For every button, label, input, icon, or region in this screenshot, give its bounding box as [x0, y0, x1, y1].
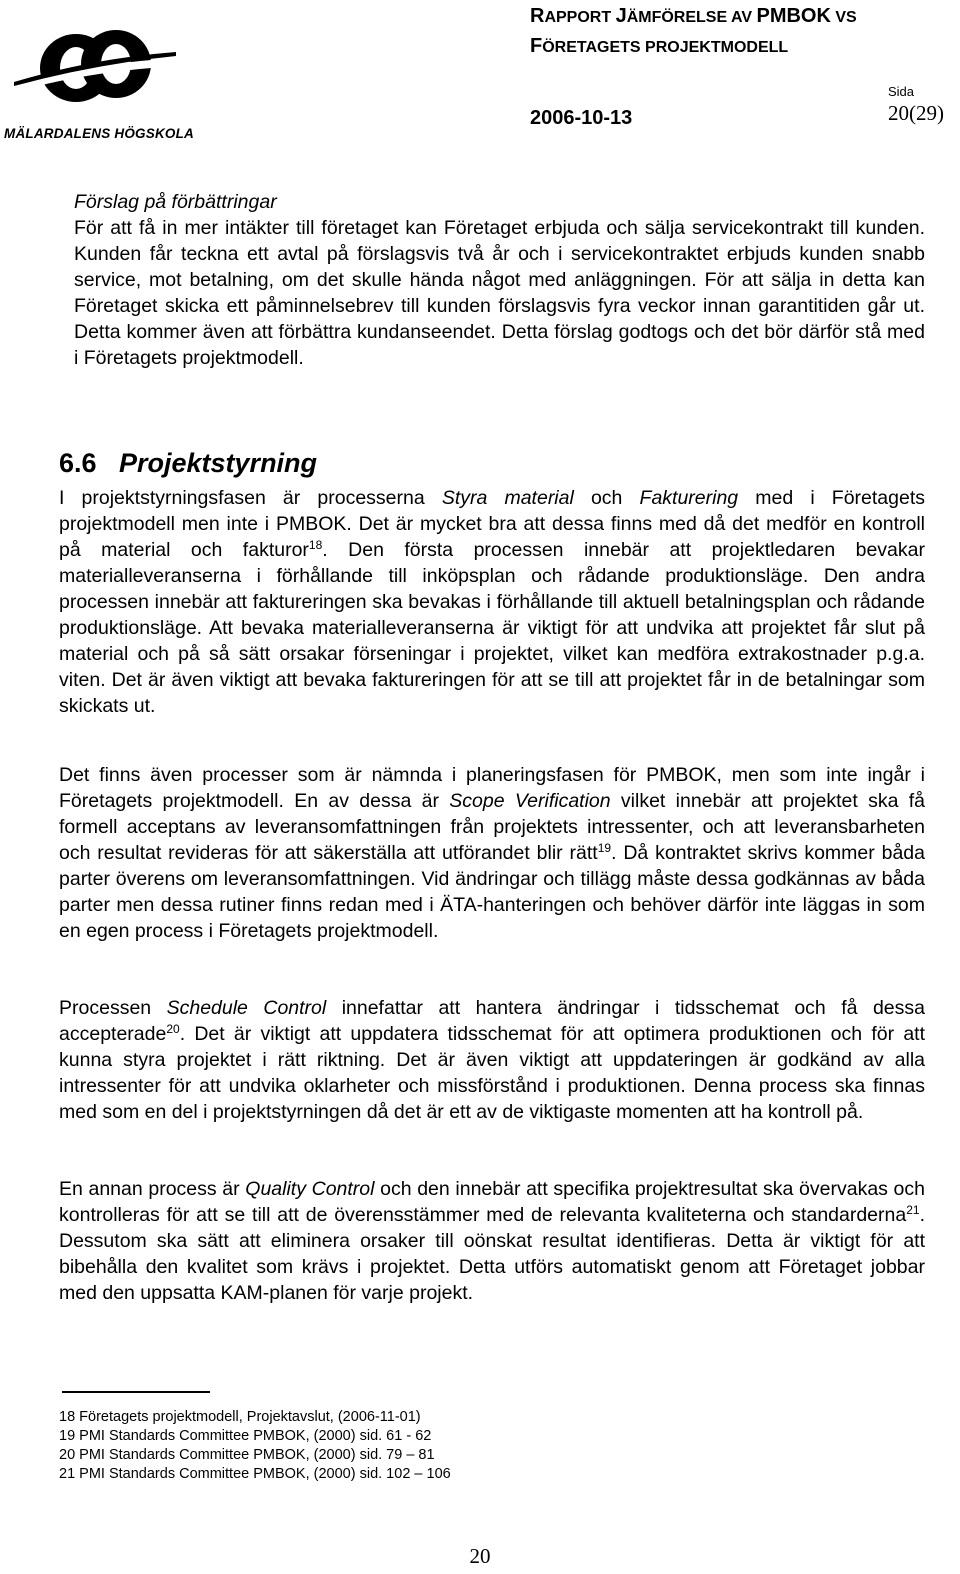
page-number: 20 [469, 1544, 491, 1568]
footnote-20: 20 PMI Standards Committee PMBOK, (2000) sid. 79 – 81 [59, 1447, 435, 1463]
page-of-total: 20(29) [888, 101, 944, 125]
footnote-21: 21 PMI Standards Committee PMBOK, (2000) sid. 102 – 106 [59, 1466, 451, 1482]
footnote-ref-21: 21 [906, 1203, 920, 1217]
document-date: 2006-10-13 [530, 107, 633, 129]
sida-label: Sida [888, 84, 915, 99]
logo-emblem-icon [4, 22, 184, 108]
improvement-paragraph: För att få in mer intäkter till företaget kan Företaget erbjuda och sälja servicekontrakt till kunden. Kunden får teckna ett avtal på förslagsvis två år och i servicekontraktet erbjuds kunden snabb service, mot betalning, om det skulle hända något med anläggningen. För att sälja in detta kan Företaget skicka ett påminnelsebrev till kunden förslagsvis fyra veckor innan garantitiden går ut. Detta kommer även att förbättra kundanseendet. Detta förslag godtogs och det bör därför stå med i Företagets projektmodell. [74, 217, 925, 369]
document-title: RAPPORT JÄMFÖRELSE AV PMBOK VS FÖRETAGETS PROJEKTMODELL [530, 5, 857, 57]
footnote-19: 19 PMI Standards Committee PMBOK, (2000) sid. 61 - 62 [59, 1428, 432, 1444]
footnote-ref-19: 19 [597, 841, 612, 855]
section-heading [59, 446, 317, 480]
paragraph-2: Det finns även processer som är nämnda i planeringsfasen för PMBOK, men som inte ingår i Företagets projektmodell. En av dessa är Scope Verification vilket innebär att projektet ska få formell acceptans av leveransomfattningen från projektets intressenter, och att leveransbarheten och resultat revideras för att säkerställa att utförandet blir rätt$^{19}$. Då kontraktet skrivs kommer båda parter överens om leveransomfattningen. Vid ändringar och tillägg måste dessa godkännas av båda parter men dessa rutiner finns redan med i ÄTA-hanteringen och behöver därför inte läggas in som en egen process i Företagets projektmodell. [59, 764, 925, 942]
footnote-ref-20: 20 [166, 1022, 180, 1036]
footnote-ref-18: 18 [308, 538, 323, 552]
logo-text: MÄLARDALENS HÖGSKOLA [4, 126, 194, 141]
paragraph-4: En annan process är Quality Control och den innebär att specifika projektresultat ska övervakas och kontrolleras för att se till att de överensstämmer med de relevanta kvaliteterna och standarderna$^{21}$. Dessutom ska sätt att eliminera orsaker till oönskat resultat identifieras. Detta är viktigt för att bibehålla den kvalitet som krävs i projektet. Detta utförs automatiskt genom att Företaget jobbar med den uppsatta KAM-planen för varje projekt. [59, 1178, 925, 1304]
footnote-18: 18 Företagets projektmodell, Projektavslut, (2006-11-01) [59, 1409, 421, 1425]
paragraph-3: Processen Schedule Control innefattar att hantera ändringar i tidsschemat och få dessa accepterade$^{20}$. Det är viktigt att uppdatera tidsschemat för att optimera produktionen och för att kunna styra projektet i rätt riktning. Det är även viktigt att uppdateringen är godkänd av alla intressenter för att undvika oklarheter och missförstånd i produktionen. Denna process ska finnas med som en del i projektstyrningen då det är ett av de viktigaste momenten att ha kontroll på. [59, 997, 925, 1123]
improvement-heading: Förslag på förbättringar [74, 191, 277, 213]
university-logo [4, 22, 204, 141]
section-number: 6.6 [59, 448, 97, 478]
paragraph-1: I projektstyrningsfasen är processerna Styra material och Fakturering med i Företagets projektmodell men inte i PMBOK. Det är mycket bra att dessa finns med då det medför en kontroll på material och fakturor$^{18}$. Den första processen innebär att projektledaren bevakar materialleveranserna i förhållande till inköpsplan och rådande produktionsläge. Den andra processen innebär att faktureringen ska bevakas i förhållande till aktuell betalningsplan och rådande produktionsläge. Att bevaka materialleveranserna är viktigt för att undvika att projektet får slut på material och på så sätt orsakar förseningar i projektet, vilket kan medföra extrakostnader p.g.a. viten. Det är även viktigt att bevaka faktureringen för att se till att projektet får in de betalningar som skickats ut. [59, 487, 926, 717]
section-title: Projektstyrning [119, 448, 318, 478]
footnote-divider [62, 1391, 210, 1393]
